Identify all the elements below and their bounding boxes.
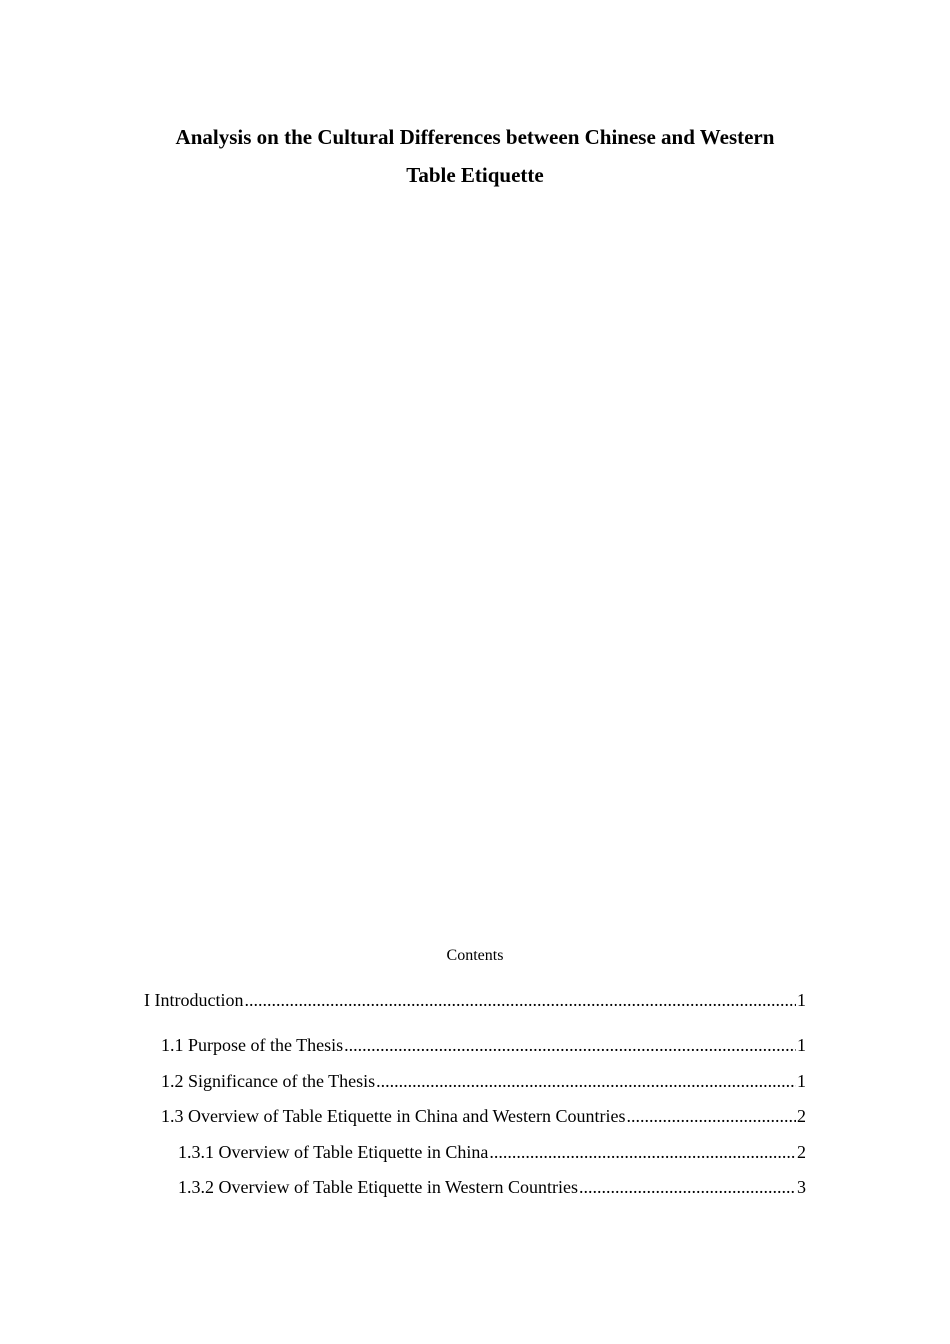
toc-leader-dots [344,1034,796,1056]
document-title-line-1: Analysis on the Cultural Differences between Chinese and Western [175,125,775,149]
toc-page-number: 2 [797,1106,806,1126]
toc-leader-dots [489,1141,796,1163]
toc-entry-significance[interactable] [161,1070,806,1092]
toc-leader-dots [627,1105,796,1127]
toc-leader-dots [244,989,796,1011]
toc-entry-label: 1.1 Purpose of the Thesis [161,1035,344,1055]
contents-heading: Contents [446,947,504,964]
toc-page-number: 3 [797,1177,806,1197]
toc-entry-label: 1.3.1 Overview of Table Etiquette in China [178,1142,489,1162]
document-title-line-2: Table Etiquette [406,163,544,187]
toc-entry-label: 1.3.2 Overview of Table Etiquette in Western Countries [178,1177,579,1197]
toc-entry-label: 1.2 Significance of the Thesis [161,1071,376,1091]
toc-page-number: 1 [797,990,806,1010]
toc-entry-overview-china[interactable] [178,1141,806,1163]
toc-entry-label: I Introduction [144,990,244,1010]
toc-entry-label: 1.3 Overview of Table Etiquette in China and Western Countries [161,1106,626,1126]
toc-page-number: 1 [797,1071,806,1091]
toc-page-number: 1 [797,1035,806,1055]
toc-entry-overview-western[interactable] [178,1176,806,1198]
toc-entry-introduction[interactable] [144,989,806,1011]
toc-leader-dots [579,1176,796,1198]
toc-entry-overview[interactable] [161,1105,806,1127]
toc-leader-dots [376,1070,796,1092]
toc-page-number: 2 [797,1142,806,1162]
toc-entry-purpose[interactable] [161,1034,806,1056]
